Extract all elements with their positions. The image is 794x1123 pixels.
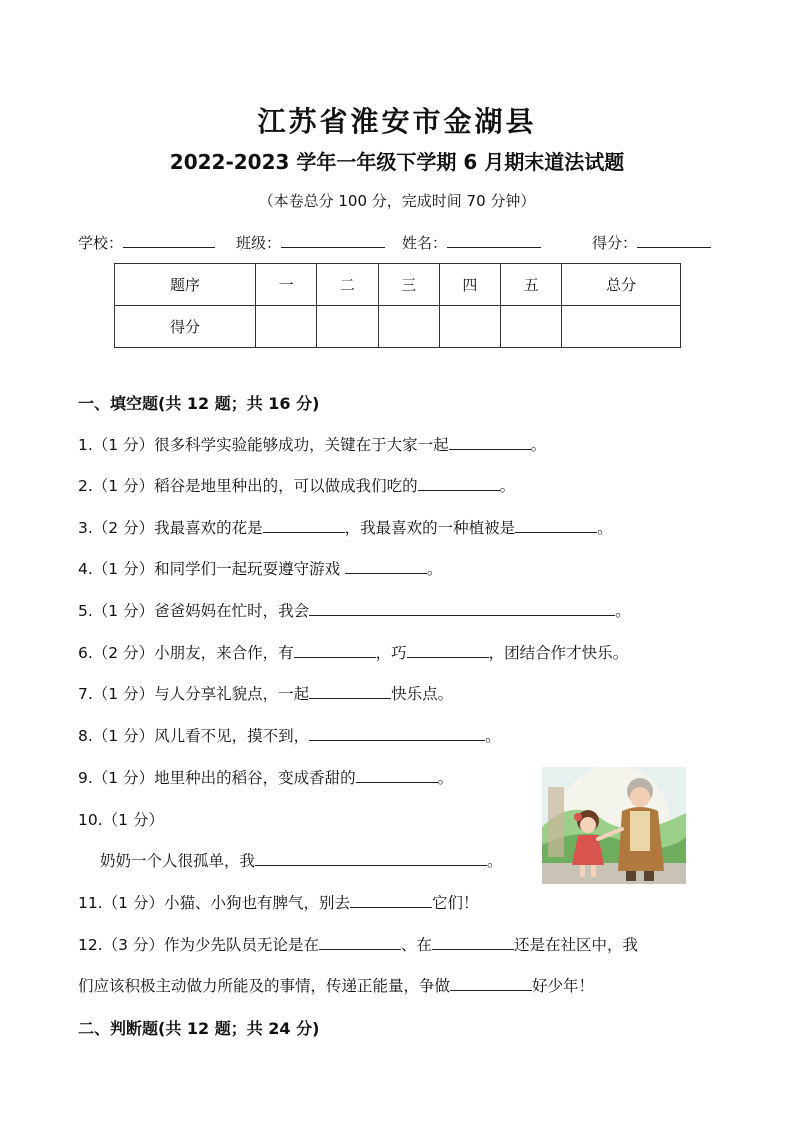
answer-blank[interactable] [418,475,500,491]
answer-blank[interactable] [356,767,438,783]
answer-blank[interactable] [309,600,615,616]
answer-blank[interactable] [449,434,531,450]
score-table [114,263,681,348]
answer-blank[interactable] [515,517,597,533]
section-title-true-false: 二、判断题(共 12 题；共 24 分) [78,1019,320,1038]
school-field[interactable] [78,232,215,253]
class-label: 班级： [236,234,282,252]
answer-blank[interactable] [450,975,532,991]
question-text: 。 [615,602,631,620]
question-text: 。 [487,852,503,870]
answer-blank[interactable] [319,934,401,950]
question-text: 。 [485,727,501,745]
question-text: 还是在社区中，我 [513,936,638,954]
answer-blank[interactable] [309,683,391,699]
question-12-continued [78,974,594,996]
question-number: 7. [78,685,93,703]
question-text: 。 [437,769,454,787]
question-number: 3. [78,519,93,537]
question-text: 快乐点。 [391,685,454,703]
question-number: 5. [78,602,93,620]
table-cell: 四 [439,264,500,306]
answer-blank[interactable] [263,517,345,533]
question-number: 4. [78,560,93,578]
question-text: 爸爸妈妈在忙时，我会 [154,602,310,620]
answer-blank[interactable] [294,642,376,658]
question-5 [78,599,631,621]
question-10-body [100,849,503,871]
question-text: 。 [530,436,547,454]
question-10 [78,808,164,830]
question-11 [78,891,478,913]
question-score: （1 分） [102,811,164,829]
question-text: 、在 [400,936,432,954]
question-text: 很多科学实验能够成功，关键在于大家一起 [154,436,449,454]
table-cell: 总分 [562,264,681,306]
question-number: 11. [78,894,103,912]
question-6 [78,641,628,663]
class-blank[interactable] [281,232,385,248]
section-title-fill-in: 一、填空题(共 12 题；共 16 分) [78,394,320,413]
question-text: 作为少先队员无论是在 [163,936,319,954]
table-cell: 三 [378,264,439,306]
question-1 [78,433,546,455]
question-score: （1 分） [102,894,164,912]
question-text: 。 [427,560,443,578]
table-cell: 题序 [115,264,256,306]
table-cell: 一 [256,264,317,306]
question-number: 8. [78,727,93,745]
question-number: 10. [78,811,103,829]
question-number: 12. [78,936,103,954]
question-text: ，团结合作才快乐。 [488,644,629,662]
question-score: （1 分） [92,685,155,703]
question-text: 。 [597,519,613,537]
question-text: 小猫、小狗也有脾气，别去 [163,894,350,912]
answer-blank[interactable] [255,850,487,866]
exam-note: （本卷总分 100 分，完成时间 70 分钟） [258,192,536,210]
name-field[interactable] [402,232,541,253]
question-score: （2 分） [92,644,155,662]
document-title: 江苏省淮安市金湖县 [257,105,537,138]
answer-blank[interactable] [350,892,432,908]
answer-blank[interactable] [345,558,427,574]
question-score: （1 分） [92,436,155,454]
question-text: 和同学们一起玩耍遵守游戏 [154,560,346,578]
score-input-cell[interactable] [378,306,439,348]
score-table-header-row [115,264,681,306]
question-text: 稻谷是地里种出的，可以做成我们吃的 [154,477,418,495]
question-3 [78,516,613,538]
table-cell: 二 [317,264,378,306]
question-text: 地里种出的稻谷，变成香甜的 [154,769,356,787]
question-text: 。 [499,477,516,495]
question-8 [78,724,501,746]
question-4 [78,557,443,579]
question-9 [78,766,453,788]
score-input-cell[interactable] [317,306,378,348]
question-score: （1 分） [92,560,155,578]
class-field[interactable] [236,232,385,253]
question-number: 2. [78,477,93,495]
question-text: 与人分享礼貌点，一起 [154,685,310,703]
question-text: 小朋友，来合作，有 [154,644,294,662]
score-input-cell[interactable] [256,306,317,348]
question-text: 奶奶一个人很孤单，我 [100,852,256,870]
question-7 [78,682,453,704]
question-score: （1 分） [92,602,155,620]
score-input-cell[interactable] [439,306,500,348]
school-blank[interactable] [123,232,215,248]
score-blank[interactable] [637,232,711,248]
question-score: （1 分） [92,477,155,495]
document-subtitle: 2022-2023 学年一年级下学期 6 月期末道法试题 [169,150,625,174]
question-text: 好少年！ [532,977,595,995]
score-input-cell[interactable] [501,306,562,348]
question-text: ，我最喜欢的一种植被是 [344,519,516,537]
score-label: 得分： [592,234,638,252]
question-number: 1. [78,436,93,454]
question-text: 它们！ [431,894,479,912]
answer-blank[interactable] [309,725,485,741]
question-number: 9. [78,769,93,787]
school-label: 学校： [78,234,124,252]
name-label: 姓名： [402,234,448,252]
grandma-and-girl-illustration [542,767,686,884]
answer-blank[interactable] [432,934,514,950]
score-input-cell[interactable] [562,306,681,348]
question-score: （2 分） [92,519,155,537]
illustration-svg [542,767,686,884]
name-blank[interactable] [447,232,541,248]
question-score: （1 分） [92,769,155,787]
question-text: 风儿看不见，摸不到， [154,727,310,745]
score-table-score-row [115,306,681,348]
score-field[interactable] [592,232,711,253]
question-2 [78,474,515,496]
question-text: ，巧 [375,644,407,662]
table-cell: 得分 [115,306,256,348]
question-12 [78,933,638,955]
table-cell: 五 [501,264,562,306]
question-number: 6. [78,644,93,662]
question-score: （1 分） [92,727,155,745]
question-score: （3 分） [102,936,164,954]
question-text: 们应该积极主动做力所能及的事情，传递正能量，争做 [78,977,451,995]
question-text: 我最喜欢的花是 [154,519,263,537]
answer-blank[interactable] [407,642,489,658]
